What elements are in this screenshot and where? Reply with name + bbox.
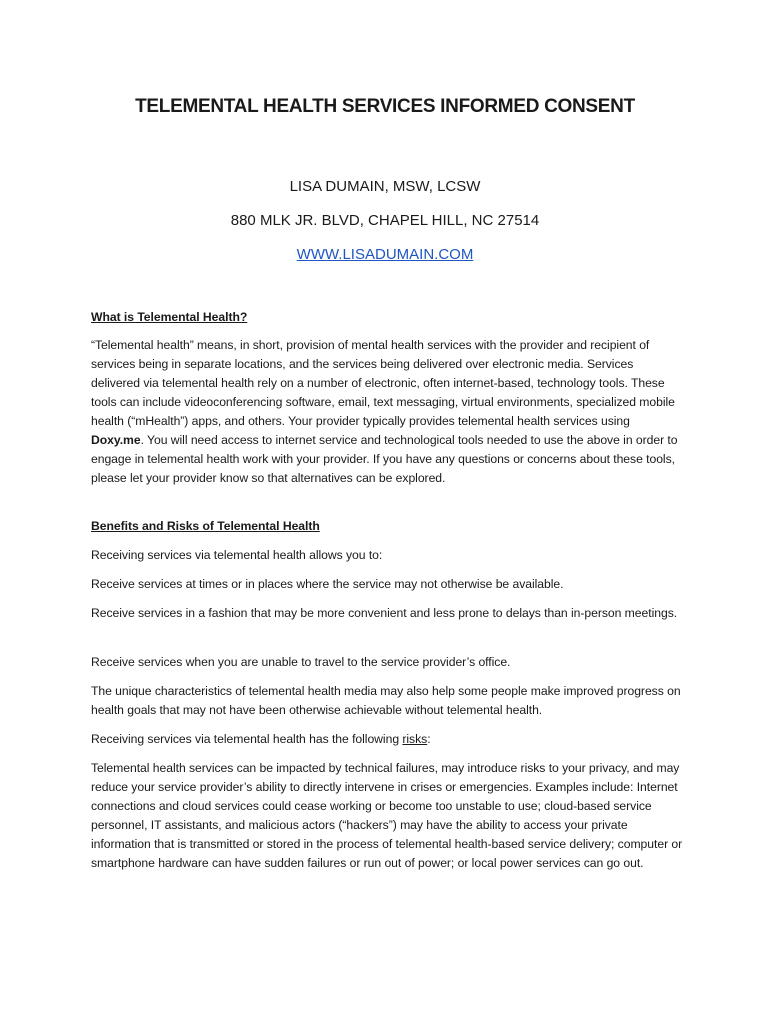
unique-characteristics-paragraph: The unique characteristics of telemental health media may also help some people make improved progress on health goals that may not have been otherwise achievable without telemental health.: [91, 684, 681, 717]
benefit-item-2: Receive services in a fashion that may be more convenient and less prone to delays than in-person meetings.: [91, 606, 678, 620]
provider-website-link[interactable]: WWW.LISADUMAIN.COM: [296, 246, 474, 263]
provider-name: LISA DUMAIN, MSW, LCSW: [289, 178, 481, 195]
provider-website-line: [0, 246, 770, 263]
what-is-text-part1: “Telemental health” means, in short, provision of mental health services with the provider and recipient of services being in separate locations, and the services being delivered over electronic media. Services delivered via telemental health rely on a number of electronic, often internet-based, technology tools. These tools can include videoconferencing software, email, text messaging, virtual environments, specialized mobile health (“mHealth”) apps, and others. Your provider typically provides telemental health services using: [91, 338, 675, 428]
section-heading-what-is: What is Telemental Health?: [91, 310, 248, 324]
provider-address: 880 MLK JR. BLVD, CHAPEL HILL, NC 27514: [230, 212, 540, 229]
risks-word: risks: [402, 732, 428, 746]
benefit-item-3: Receive services when you are unable to travel to the service provider’s office.: [91, 655, 511, 669]
section-heading-benefits-risks: Benefits and Risks of Telemental Health: [91, 519, 320, 533]
benefit-item-1: Receive services at times or in places where the service may not otherwise be available.: [91, 577, 564, 591]
risks-intro: [91, 730, 683, 749]
what-is-paragraph: [91, 336, 683, 488]
risks-intro-pre: Receiving services via telemental health has the following: [91, 732, 403, 746]
what-is-text-part2: . You will need access to internet service and technological tools needed to use the above in order to engage in telemental health work with your provider. If you have any questions or concerns about these tools, please let your provider know so that alternatives can be explored.: [91, 433, 678, 485]
doxy-name: Doxy.me: [91, 433, 141, 447]
benefits-intro: Receiving services via telemental health allows you to:: [91, 548, 383, 562]
document-title: TELEMENTAL HEALTH SERVICES INFORMED CONSENT: [135, 96, 635, 117]
risks-paragraph: Telemental health services can be impacted by technical failures, may introduce risks to your privacy, and may reduce your service provider’s ability to directly intervene in crises or emergencies. Examples include: Internet connections and cloud services could cease working or become too unstable to use; cloud-based service personnel, IT assistants, and malicious actors (“hackers”) may have the ability to access your private information that is transmitted or stored in the process of telemental health-based service delivery; computer or smartphone hardware can have sudden failures or run out of power; or local power services can go out.: [91, 761, 683, 870]
risks-intro-post: :: [427, 732, 431, 746]
